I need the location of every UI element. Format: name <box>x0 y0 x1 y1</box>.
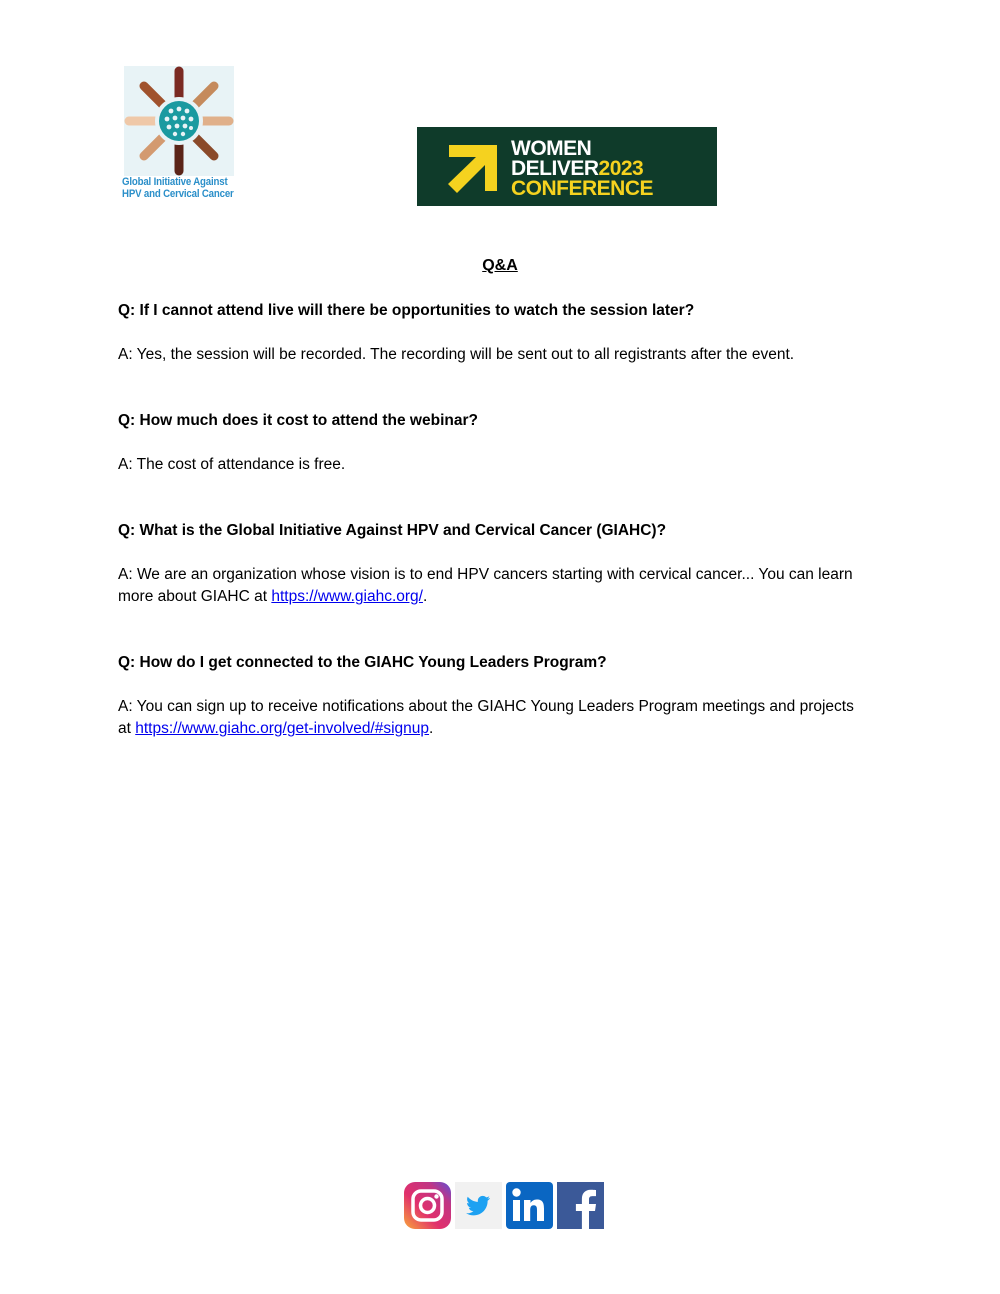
answer-text: A: The cost of attendance is free. <box>118 456 346 473</box>
giahc-link[interactable]: https://www.giahc.org/ <box>271 588 423 605</box>
giahc-logo-text <box>122 176 234 200</box>
linkedin-icon[interactable] <box>506 1182 553 1229</box>
women-deliver-text <box>511 139 653 199</box>
qa-item <box>118 410 858 476</box>
answer-punct: . <box>429 720 434 737</box>
page-title: Q&A <box>482 257 518 274</box>
question: Q: How much does it cost to attend the webinar? <box>118 412 478 429</box>
giahc-logo <box>122 66 236 206</box>
answer-text: A: We are an organization whose vision is to end HPV cancers starting with cervical cancer... You can learn more about GIAHC at <box>118 566 853 605</box>
wd-line-deliver: DELIVER <box>511 157 599 180</box>
qa-item <box>118 652 858 740</box>
twitter-icon[interactable] <box>455 1182 502 1229</box>
answer-text: A: You can sign up to receive notifications about the GIAHC Young Leaders Program meetings and projects at <box>118 698 854 737</box>
arrow-icon <box>445 139 505 195</box>
answer <box>118 344 858 366</box>
answer-punct: . <box>422 588 428 605</box>
social-icons <box>404 1182 604 1230</box>
signup-link[interactable]: https://www.giahc.org/get-involved/#signup <box>135 720 430 737</box>
wd-line-women: WOMEN <box>511 137 592 160</box>
giahc-logo-line: Global Initiative Against <box>122 176 228 188</box>
answer <box>118 564 858 608</box>
answer <box>118 696 858 740</box>
question: Q: What is the Global Initiative Against HPV and Cervical Cancer (GIAHC)? <box>118 522 667 539</box>
women-deliver-logo <box>417 127 717 206</box>
instagram-icon[interactable] <box>404 1182 451 1229</box>
giahc-logo-line: HPV and Cervical Cancer <box>122 188 234 200</box>
wd-year: 2023 <box>598 157 644 180</box>
facebook-icon[interactable] <box>557 1182 604 1229</box>
question: Q: How do I get connected to the GIAHC Young Leaders Program? <box>118 654 607 671</box>
qa-item <box>118 520 858 608</box>
question: Q: If I cannot attend live will there be opportunities to watch the session later? <box>118 302 695 319</box>
qa-list <box>118 300 858 784</box>
wd-line-conference: CONFERENCE <box>511 177 654 200</box>
giahc-hands-globe-icon <box>124 66 234 176</box>
qa-item <box>118 300 858 366</box>
answer <box>118 454 858 476</box>
answer-text: A: Yes, the session will be recorded. The recording will be sent out to all registrants after the event. <box>118 346 795 363</box>
